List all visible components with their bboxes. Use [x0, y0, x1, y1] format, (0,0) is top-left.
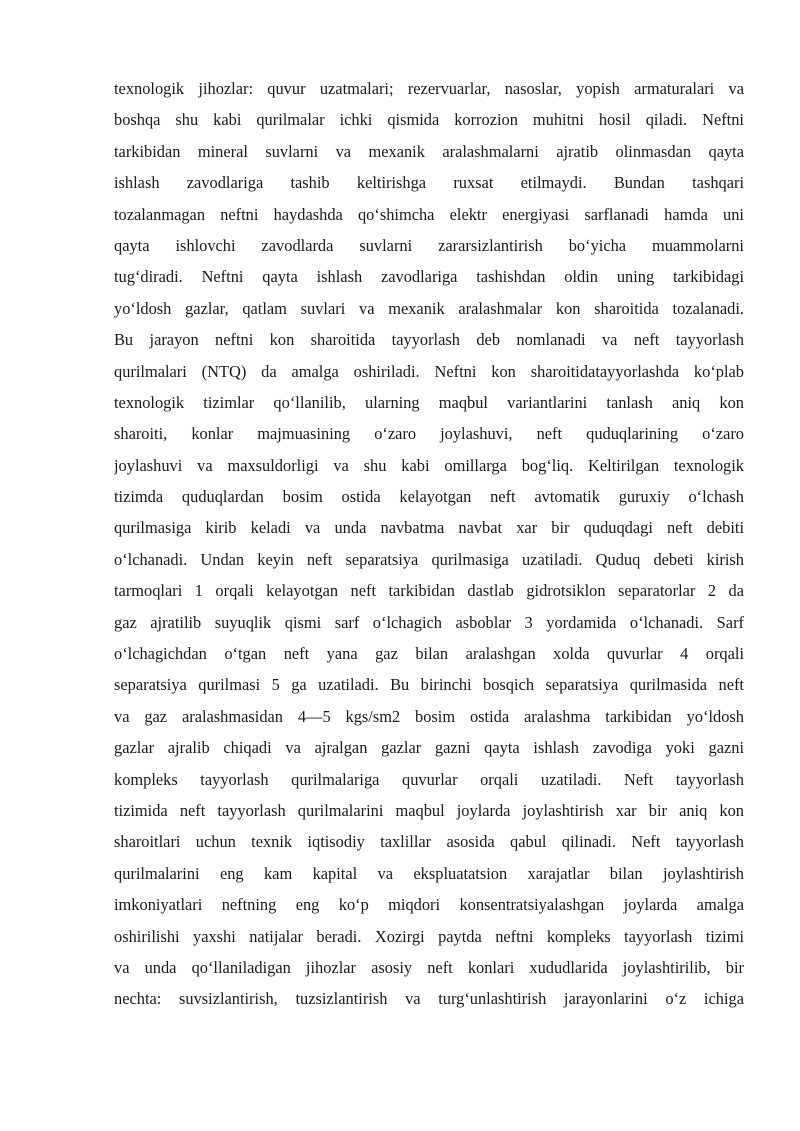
text-line: qurilmalari (NTQ) da amalga oshiriladi. Neftni kon sharoitidatayyorlashda ko‘plab	[114, 361, 744, 381]
text-line: yo‘ldosh gazlar, qatlam suvlari va mexanik aralashmalar kon sharoitida tozalanadi.	[114, 298, 744, 318]
text-line: tozalanmagan neftni haydashda qo‘shimcha elektr energiyasi sarflanadi hamda uni	[114, 204, 744, 224]
text-line: va unda qo‘llaniladigan jihozlar asosiy neft konlari xududlarida joylashtirilib, bir	[114, 957, 744, 977]
text-line: oshirilishi yaxshi natijalar beradi. Xozirgi paytda neftni kompleks tayyorlash tizimi	[114, 926, 744, 946]
text-line: sharoiti, konlar majmuasining o‘zaro joylashuvi, neft quduqlarining o‘zaro	[114, 424, 744, 444]
body-text	[114, 73, 744, 1015]
text-line: ishlash zavodlariga tashib keltirishga ruxsat etilmaydi. Bundan tashqari	[114, 173, 744, 193]
text-line: nechta: suvsizlantirish, tuzsizlantirish va turg‘unlashtirish jarayonlarini o‘z ichiga	[114, 989, 744, 1009]
text-line: sharoitlari uchun texnik iqtisodiy taxlillar asosida qabul qilinadi. Neft tayyorlash	[114, 832, 744, 852]
text-line: Bu jarayon neftni kon sharoitida tayyorlash deb nomlanadi va neft tayyorlash	[114, 330, 744, 350]
text-line: separatsiya qurilmasi 5 ga uzatiladi. Bu birinchi bosqich separatsiya qurilmasida neft	[114, 675, 744, 695]
text-line: boshqa shu kabi qurilmalar ichki qismida korrozion muhitni hosil qiladi. Neftni	[114, 110, 744, 130]
text-line: tarmoqlari 1 orqali kelayotgan neft tarkibidan dastlab gidrotsiklon separatorlar 2 da	[114, 581, 744, 601]
text-line: tarkibidan mineral suvlarni va mexanik aralashmalarni ajratib olinmasdan qayta	[114, 141, 744, 161]
text-line: o‘lchanadi. Undan keyin neft separatsiya qurilmasiga uzatiladi. Quduq debeti kirish	[114, 549, 744, 569]
text-line: va gaz aralashmasidan 4—5 kgs/sm2 bosim ostida aralashma tarkibidan yo‘ldosh	[114, 706, 744, 726]
text-line: joylashuvi va maxsuldorligi va shu kabi omillarga bog‘liq. Keltirilgan texnologik	[114, 455, 744, 475]
text-line: gaz ajratilib suyuqlik qismi sarf o‘lchagich asboblar 3 yordamida o‘lchanadi. Sarf	[114, 612, 744, 632]
text-line: kompleks tayyorlash qurilmalariga quvurlar orqali uzatiladi. Neft tayyorlash	[114, 769, 744, 789]
text-line: texnologik jihozlar: quvur uzatmalari; rezervuarlar, nasoslar, yopish armaturalari va	[114, 79, 744, 98]
text-line: tizimida neft tayyorlash qurilmalarini maqbul joylarda joylashtirish xar bir aniq kon	[114, 800, 744, 820]
text-line: gazlar ajralib chiqadi va ajralgan gazlar gazni qayta ishlash zavodiga yoki gazni	[114, 738, 744, 758]
text-line: tizimda quduqlardan bosim ostida kelayotgan neft avtomatik guruxiy o‘lchash	[114, 487, 744, 507]
text-line: texnologik tizimlar qo‘llanilib, ularning maqbul variantlarini tanlash aniq kon	[114, 392, 744, 412]
text-line: qurilmasiga kirib keladi va unda navbatma navbat xar bir quduqdagi neft debiti	[114, 518, 744, 538]
text-line: qurilmalarini eng kam kapital va ekspluatatsion xarajatlar bilan joylashtirish	[114, 863, 744, 883]
text-line: qayta ishlovchi zavodlarda suvlarni zararsizlantirish bo‘yicha muammolarni	[114, 235, 744, 255]
text-line: tug‘diradi. Neftni qayta ishlash zavodlariga tashishdan oldin uning tarkibidagi	[114, 267, 744, 287]
text-line: imkoniyatlari neftning eng ko‘p miqdori konsentratsiyalashgan joylarda amalga	[114, 895, 744, 915]
text-line: o‘lchagichdan o‘tgan neft yana gaz bilan aralashgan xolda quvurlar 4 orqali	[114, 644, 744, 664]
